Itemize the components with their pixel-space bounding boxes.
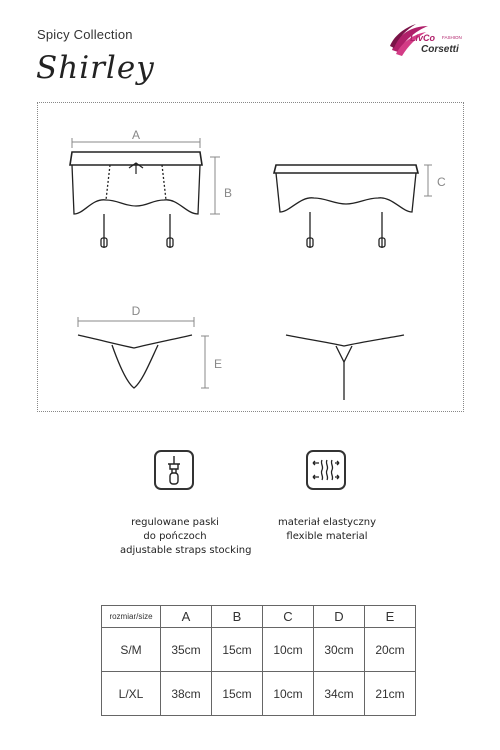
- dimension-label-d: D: [131, 304, 141, 318]
- table-row: [102, 628, 416, 672]
- dimension-label-a: A: [131, 128, 141, 142]
- column-header: D: [314, 606, 365, 628]
- table-cell: 15cm: [212, 628, 263, 672]
- feature-text-line: do pończoch: [143, 531, 207, 542]
- garter-strap-icon: [154, 450, 194, 490]
- garter-belt-back: [274, 165, 418, 248]
- model-name: Shirley: [36, 50, 155, 86]
- table-cell: 10cm: [263, 672, 314, 716]
- size-table-header: [102, 606, 416, 628]
- feature-adjustable-straps: [120, 516, 252, 558]
- feature-text-line: flexible material: [286, 531, 368, 542]
- feature-text-line: regulowane paski: [131, 517, 219, 528]
- table-cell: 15cm: [212, 672, 263, 716]
- size-label: S/M: [102, 628, 161, 672]
- table-cell: 10cm: [263, 628, 314, 672]
- dimension-label-e: E: [214, 357, 223, 371]
- size-table-corner: rozmiar/size: [102, 606, 161, 628]
- column-header: E: [365, 606, 416, 628]
- size-label: L/XL: [102, 672, 161, 716]
- brand-name-liveco: LivCo: [410, 33, 436, 43]
- feature-text-line: materiał elastyczny: [277, 517, 377, 528]
- column-header: C: [263, 606, 314, 628]
- column-header: A: [161, 606, 212, 628]
- brand-name-corsetti: Corsetti: [421, 44, 459, 55]
- table-cell: 34cm: [314, 672, 365, 716]
- brand-tag: FASHION: [442, 35, 462, 40]
- table-cell: 21cm: [365, 672, 416, 716]
- table-cell: 35cm: [161, 628, 212, 672]
- elastic-material-icon: [306, 450, 346, 490]
- table-cell: 20cm: [365, 628, 416, 672]
- thong-back: [286, 335, 404, 400]
- collection-label: Spicy Collection: [37, 27, 133, 42]
- table-cell: 38cm: [161, 672, 212, 716]
- dimension-label-c: C: [437, 175, 446, 189]
- size-table: [101, 605, 416, 716]
- thong-front: [78, 335, 192, 388]
- table-cell: 30cm: [314, 628, 365, 672]
- feature-flexible-material: [272, 516, 382, 544]
- table-row: [102, 672, 416, 716]
- column-header: B: [212, 606, 263, 628]
- garter-belt-front: [70, 152, 202, 248]
- feature-text-line: adjustable straps stocking: [120, 545, 252, 556]
- dimension-label-b: B: [224, 186, 233, 200]
